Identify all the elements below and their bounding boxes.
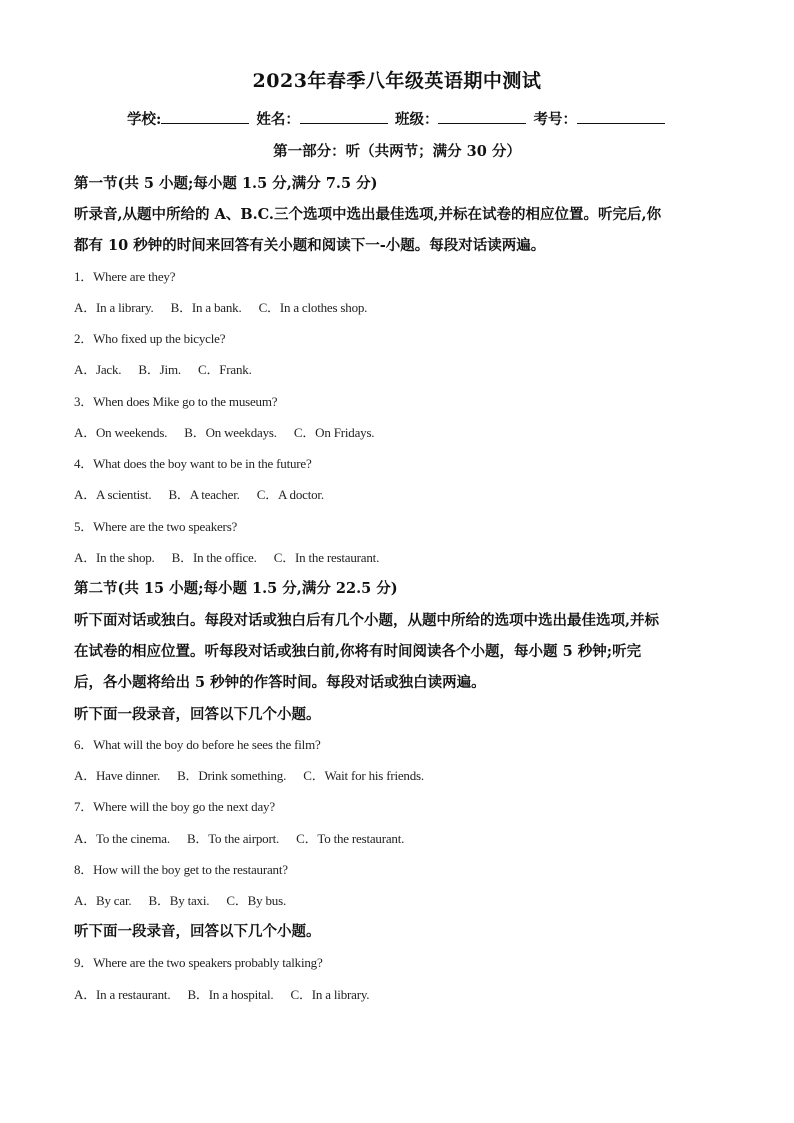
question-text: 2．Who fixed up the bicycle?	[74, 331, 226, 346]
option-a: A．In the shop.	[74, 550, 155, 565]
question-text: 9．Where are the two speakers probably talking?	[74, 955, 323, 970]
section-one-instruction-line: 听录音,从题中所给的 A、B.C.三个选项中选出最佳选项,并标在试卷的相应位置。听完后,你	[74, 206, 662, 223]
option-b: B．A teacher.	[168, 487, 240, 502]
question-text: 8．How will the boy get to the restaurant?	[74, 862, 288, 877]
option-c: C．In the restaurant.	[273, 550, 380, 565]
option-a: A．In a library.	[74, 300, 154, 315]
question-options	[74, 422, 374, 441]
exam-number-blank[interactable]	[577, 109, 665, 124]
listen-prompt: 听下面一段录音，回答以下几个小题。	[74, 706, 321, 723]
option-b: B．Drink something.	[177, 768, 287, 783]
part-one-title: 第一部分：听（共两节；满分 30 分）	[273, 143, 521, 160]
section-two-instruction-line: 听下面对话或独白。每段对话或独白后有几个小题，从题中所给的选项中选出最佳选项,并标	[74, 612, 660, 629]
question-text: 5．Where are the two speakers?	[74, 519, 238, 534]
option-c: C．On Fridays.	[293, 425, 375, 440]
question-options	[74, 297, 367, 316]
option-c: C．By bus.	[226, 893, 286, 908]
question-options	[74, 484, 324, 503]
class-label: 班级：	[394, 111, 439, 128]
option-c: C．Frank.	[197, 362, 252, 377]
option-c: C．In a library.	[290, 987, 370, 1002]
option-a: A．On weekends.	[74, 425, 168, 440]
option-b: B．Jim.	[138, 362, 181, 377]
page-title: 2023年春季八年级英语期中测试	[252, 70, 542, 92]
question-text: 3．When does Mike go to the museum?	[74, 394, 278, 409]
question-options	[74, 828, 404, 847]
class-blank[interactable]	[438, 109, 526, 124]
question-options	[74, 547, 379, 566]
question-text: 6．What will the boy do before he sees the film?	[74, 737, 321, 752]
question-text: 1．Where are they?	[74, 269, 176, 284]
option-b: B．In a bank.	[170, 300, 242, 315]
student-info-row	[0, 108, 794, 129]
question-text: 4．What does the boy want to be in the future?	[74, 456, 312, 471]
option-a: A．A scientist.	[74, 487, 152, 502]
name-blank[interactable]	[300, 109, 388, 124]
option-c: C．In a clothes shop.	[258, 300, 368, 315]
option-b: B．By taxi.	[148, 893, 210, 908]
option-a: A．In a restaurant.	[74, 987, 171, 1002]
option-b: B．In the office.	[171, 550, 257, 565]
option-b: B．In a hospital.	[187, 987, 274, 1002]
name-label: 姓名：	[256, 111, 300, 128]
question-options	[74, 359, 252, 378]
school-blank[interactable]	[161, 109, 249, 124]
option-b: B．On weekdays.	[184, 425, 277, 440]
section-two-header: 第二节(共 15 小题;每小题 1.5 分,满分 22.5 分)	[74, 580, 398, 597]
section-two-instruction-line: 在试卷的相应位置。听每段对话或独白前,你将有时间阅读各个小题，每小题 5 秒钟;听完	[74, 643, 642, 660]
option-a: A．To the cinema.	[74, 831, 170, 846]
option-c: C．To the restaurant.	[296, 831, 405, 846]
section-two-instruction-line: 后，各小题将给出 5 秒钟的作答时间。每段对话或独白读两遍。	[74, 674, 486, 691]
listen-prompt: 听下面一段录音，回答以下几个小题。	[74, 923, 321, 940]
question-options	[74, 984, 369, 1003]
option-a: A．Jack.	[74, 362, 122, 377]
question-text: 7．Where will the boy go the next day?	[74, 799, 275, 814]
option-a: A．By car.	[74, 893, 132, 908]
question-options	[74, 890, 286, 909]
option-a: A．Have dinner.	[74, 768, 161, 783]
section-one-instruction-line: 都有 10 秒钟的时间来回答有关小题和阅读下一-小题。每段对话读两遍。	[74, 237, 546, 254]
exam-number-label: 考号：	[533, 111, 578, 128]
section-one-header: 第一节(共 5 小题;每小题 1.5 分,满分 7.5 分)	[74, 175, 378, 192]
option-b: B．To the airport.	[186, 831, 280, 846]
school-label: 学校:	[126, 111, 162, 128]
option-c: C．Wait for his friends.	[303, 768, 424, 783]
question-options	[74, 765, 424, 784]
option-c: C．A doctor.	[256, 487, 324, 502]
